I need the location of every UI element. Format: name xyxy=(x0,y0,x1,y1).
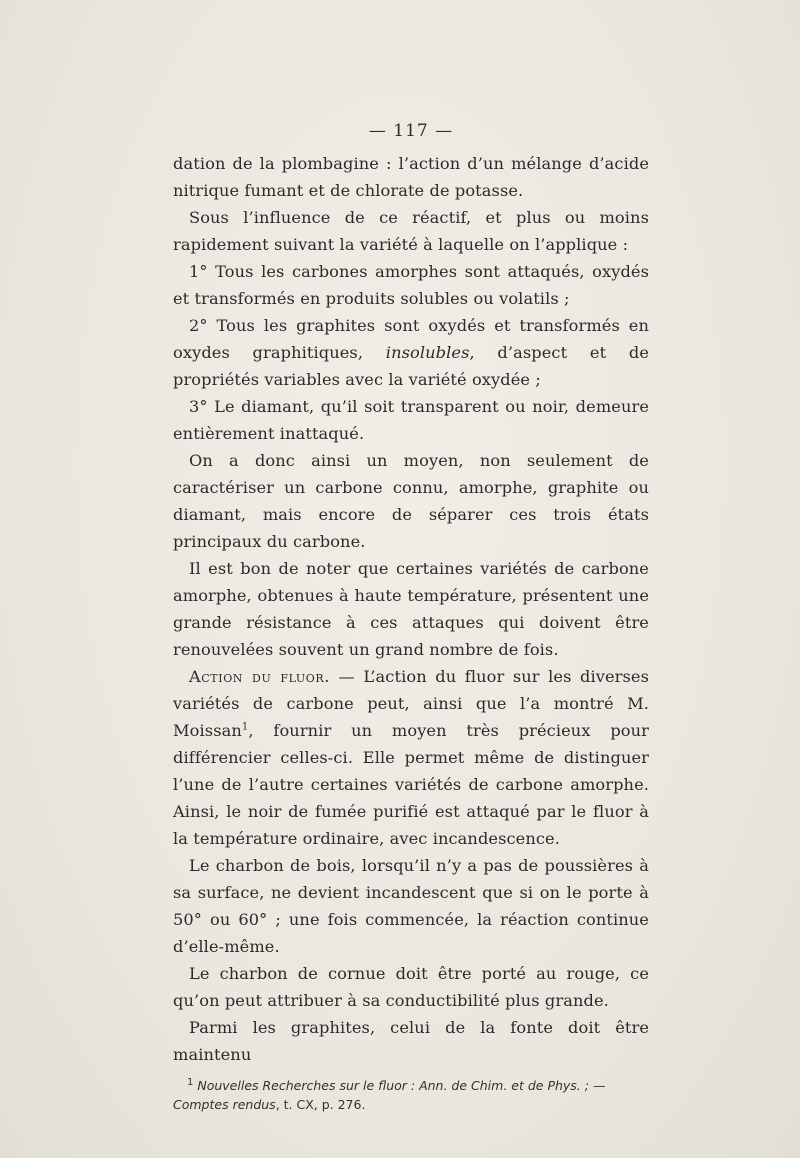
footnote-source: Nouvelles Recherches sur le fluor : Ann. de Chim. et de Phys. ; xyxy=(197,1078,589,1093)
paragraph-8 xyxy=(173,663,649,852)
paragraph-8-rest: , fournir un moyen très précieux pour différencier celles-ci. Elle permet même de distinguer l’une de l’autre certaines variétés de carbone amorphe. Ainsi, le noir de fumée purifié est attaqué par le fluor à la température ordinaire, avec incandescence. xyxy=(173,721,649,848)
footnote-reference-detail: , t. CX, p. 276. xyxy=(275,1097,366,1112)
footnote-mark: 1 xyxy=(187,1076,194,1088)
paragraph-3: 1° Tous les carbones amorphes sont attaqués, oxydés et transformés en produits solubles ou volatils ; xyxy=(173,262,649,308)
page-number: — 117 — xyxy=(368,121,454,141)
footnote-separator xyxy=(173,1068,649,1076)
footnote-reference: 1 xyxy=(241,721,249,733)
paragraph-2: Sous l’influence de ce réactif, et plus ou moins rapidement suivant la variété à laquelle on l’applique : xyxy=(173,208,649,254)
text-block xyxy=(173,118,649,1114)
paragraph-8-text: — L’action du fluor sur les diverses variétés de carbone peut, ainsi que l’a montré M. Moissan xyxy=(173,667,649,740)
footnote-source-2: Comptes rendus xyxy=(173,1097,276,1112)
paragraph-1: dation de la plombagine : l’action d’un mélange d’acide nitrique fumant et de chlorate de potasse. xyxy=(173,154,649,200)
paragraph-6: On a donc ainsi un moyen, non seulement de caractériser un carbone connu, amorphe, graphite ou diamant, mais encore de séparer ces trois états principaux du carbone. xyxy=(173,451,649,551)
paragraph-4-italic: insolubles xyxy=(385,343,470,362)
paragraph-11: Parmi les graphites, celui de la fonte doit être maintenu xyxy=(173,1018,649,1064)
paragraph-9: Le charbon de bois, lorsqu’il n’y a pas de poussières à sa surface, ne devient incandescent que si on le porte à 50° ou 60° ; une fois commencée, la réaction continue d’elle-même. xyxy=(173,856,649,956)
paragraph-7: Il est bon de noter que certaines variétés de carbone amorphe, obtenues à haute température, présentent une grande résistance à ces attaques qui doivent être renouvelées souvent un grand nombre de fois. xyxy=(173,559,649,659)
paragraph-4 xyxy=(173,312,649,393)
footnote xyxy=(173,1076,649,1114)
paragraph-4-end: , d’aspect et de propriétés variables avec la variété oxydée ; xyxy=(173,343,650,389)
footnote-dash: — xyxy=(588,1078,606,1093)
paragraph-4-start: 2° Tous les graphites sont oxydés et transformés en oxydes graphitiques, xyxy=(173,316,649,362)
section-heading-fluor: Action du fluor. xyxy=(189,667,331,686)
paragraph-5: 3° Le diamant, qu’il soit transparent ou noir, demeure entièrement inattaqué. xyxy=(173,397,649,443)
paragraph-10: Le charbon de cornue doit être porté au rouge, ce qu’on peut attribuer à sa conductibilité plus grande. xyxy=(173,964,649,1010)
